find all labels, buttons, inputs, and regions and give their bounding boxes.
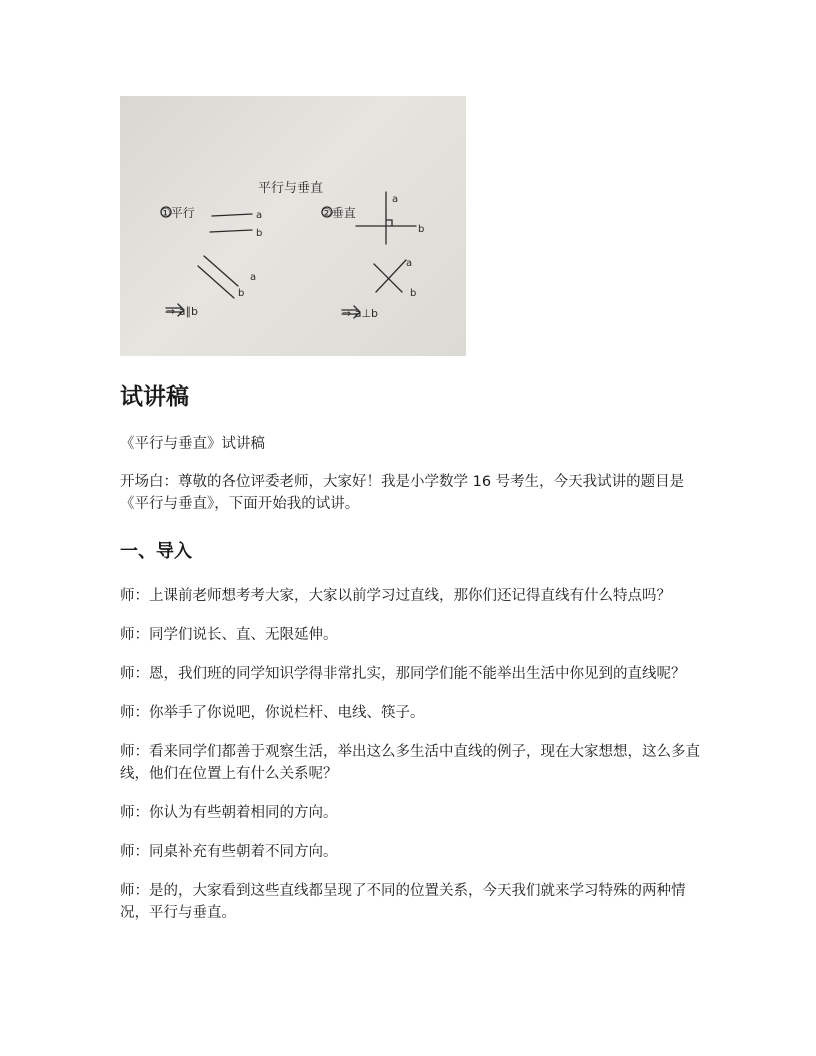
page-title: 试讲稿 [120, 384, 189, 410]
dialogue-paragraph: 师：你认为有些朝着相同的方向。 [120, 805, 338, 821]
perp-label-b: b [418, 224, 425, 235]
line-label-b: b [256, 228, 263, 239]
line-label-a: a [256, 210, 263, 221]
photo-label-perpendicular: ②垂直 [321, 206, 356, 220]
photo-label-parallel: ①平行 [160, 206, 195, 220]
diag-label-b: b [238, 288, 245, 299]
photo-result-perpendicular: ⇒ a⊥b [342, 307, 379, 320]
cross-label-a: a [406, 258, 413, 269]
dialogue-paragraph: 师：恩，我们班的同学知识学得非常扎实，那同学们能不能举出生活中你见到的直线呢？ [120, 666, 686, 682]
document-page [120, 96, 700, 924]
handwritten-notes-photo [120, 96, 466, 356]
handwritten-diagram [120, 96, 466, 356]
dialogue-paragraph: 师：同桌补充有些朝着不同方向。 [120, 844, 338, 860]
diag-label-a: a [250, 272, 257, 283]
perp-label-a: a [392, 194, 399, 205]
photo-title: 平行与垂直 [258, 181, 324, 196]
cross-label-b: b [410, 288, 417, 299]
dialogue-list [120, 585, 700, 924]
document-subtitle: 《平行与垂直》试讲稿 [120, 436, 265, 452]
section-heading-intro: 一、导入 [120, 541, 192, 562]
dialogue-paragraph: 师：同学们说长、直、无限延伸。 [120, 627, 338, 643]
dialogue-paragraph: 师：你举手了你说吧，你说栏杆、电线、筷子。 [120, 705, 425, 721]
photo-result-parallel: ⇒ a∥b [166, 305, 198, 318]
dialogue-paragraph: 师：上课前老师想考考大家，大家以前学习过直线，那你们还记得直线有什么特点吗？ [120, 588, 671, 604]
dialogue-paragraph: 师：是的，大家看到这些直线都呈现了不同的位置关系，今天我们就来学习特殊的两种情况，平行与垂直。 [120, 883, 686, 921]
opening-paragraph: 开场白：尊敬的各位评委老师，大家好！我是小学数学 16 号考生，今天我试讲的题目是《平行与垂直》，下面开始我的试讲。 [120, 474, 685, 512]
dialogue-paragraph: 师：看来同学们都善于观察生活，举出这么多生活中直线的例子，现在大家想想，这么多直线，他们在位置上有什么关系呢？ [120, 744, 700, 782]
